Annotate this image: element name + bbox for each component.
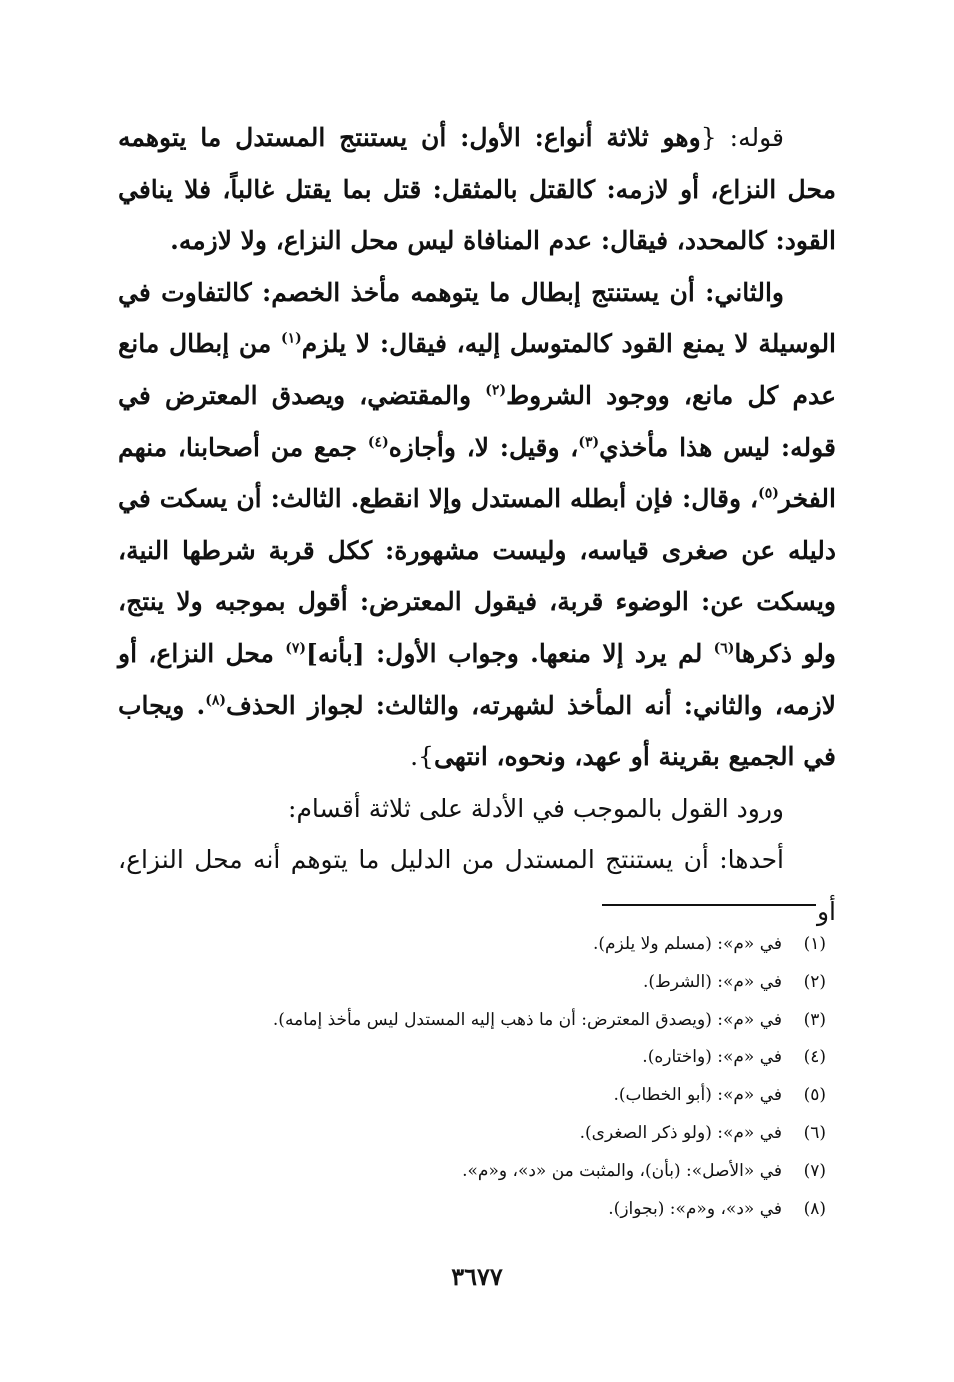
footnote-number: (٢): [803, 971, 826, 992]
footnote-ref-3[interactable]: (٣): [578, 434, 600, 451]
footnote-item: [126, 1039, 826, 1077]
footnote-text: في «م»: (ويصدق المعترض: أن ما ذهب إليه المستدل ليس مأخذ إمامه).: [272, 1009, 782, 1030]
footnote-text: في «م»: (الشرط).: [643, 971, 782, 992]
paragraph-2-seg-2: من إبطال مانع عدم كل مانع، ووجود الشروط: [118, 329, 836, 410]
footnote-text: في «م»: (مسلم ولا يلزم).: [592, 934, 782, 954]
paragraph-2-seg-3: والمقتضي، ويصدق المعترض في قوله: ليس هذا مأخذي: [118, 380, 836, 462]
paragraph-2-close: }.: [410, 742, 434, 772]
footnote-number: (١): [803, 934, 826, 954]
paragraph-1-quote: وهو ثلاثة أنواع: الأول: أن يستنتج المستدل ما يتوهمه محل النزاع، أو لازمه: كالقتل بالمثقل: قتل بما يقتل غالباً، فلا ينافي القود: كالمحدد، فيقال: عدم المنافاة ليس محل النزاع، ولا لازمه.: [118, 123, 836, 256]
paragraph-2-seg-1: والثاني: أن يستنتج إبطال ما يتوهمه مأخذ الخصم: كالتفاوت في الوسيلة لا يمنع القود كالمتوسل إليه، فيقال: لا يلزم: [118, 277, 837, 359]
footnote-item: [126, 1077, 826, 1115]
paragraph-2-seg-8: محل النزاع، أو لازمه، والثاني: أنه المأخذ لشهرته، والثالث: لجواز الحذف: [118, 638, 836, 720]
footnote-item: [126, 1191, 826, 1229]
paragraph-2-seg-5: جمع من أصحابنا، منهم الفخر: [118, 432, 836, 514]
footnote-text: في «م»: (ولو ذكر الصغرى).: [579, 1122, 782, 1143]
footnote-item: [126, 1002, 826, 1040]
footnote-ref-4[interactable]: (٤): [367, 434, 389, 451]
footnote-text: في «م»: (أبو الخطاب).: [613, 1085, 782, 1106]
paragraph-3: ورود القول بالموجب في الأدلة على ثلاثة أقسام:: [288, 793, 784, 823]
paragraph-1: [118, 112, 836, 267]
main-text-body: [118, 112, 836, 938]
footnote-ref-1[interactable]: (١): [280, 331, 302, 348]
footnote-ref-8[interactable]: (٨): [205, 692, 226, 709]
paragraph-1-lead: قوله: {: [700, 123, 784, 152]
paragraph-2-seg-7: لم يرد إلا منعها. وجواب الأول: [بأنه]: [306, 638, 714, 668]
footnote-text: في «الأصل»: (بأن)، والمثبت من «د»، و«م».: [462, 1160, 782, 1181]
footnote-number: (٧): [803, 1160, 826, 1181]
footnote-text: في «م»: (واختاره).: [642, 1047, 782, 1068]
footnote-ref-6[interactable]: (٦): [713, 640, 735, 657]
footnote-separator: [602, 904, 816, 906]
footnote-number: (٥): [803, 1085, 826, 1106]
footnote-ref-5[interactable]: (٥): [758, 485, 779, 502]
footnote-text: في «د»، و«م»: (بجواز).: [608, 1198, 782, 1219]
footnote-ref-2[interactable]: (٢): [485, 382, 507, 399]
footnote-number: (٣): [803, 1009, 826, 1030]
footnote-item: [126, 1153, 826, 1191]
footnote-number: (٤): [803, 1047, 826, 1068]
footnote-item: [126, 926, 826, 964]
footnotes-list: [126, 926, 826, 1228]
paragraph-2-seg-9: . ويجاب في الجميع بقرينة أو عهد، ونحوه، انتهى: [118, 690, 836, 772]
footnote-number: (٨): [803, 1198, 826, 1219]
footnote-number: (٦): [803, 1122, 826, 1143]
footnote-ref-7[interactable]: (٧): [285, 640, 307, 657]
footnote-item: [126, 964, 826, 1002]
paragraph-2: [118, 267, 836, 783]
footnote-item: [126, 1115, 826, 1153]
page-number: ٣٦٧٧: [451, 1262, 503, 1291]
paragraph-4: أحدها: أن يستنتج المستدل من الدليل ما يتوهم أنه محل النزاع، أو: [118, 845, 836, 926]
paragraph-2-seg-4: ، وقيل: لا، وأجازه: [388, 432, 579, 462]
paragraph-2-seg-6: ، وقال: فإن أبطله المستدل وإلا انقطع. الثالث: أن يسكت في دليله عن صغرى قياسه، وليست مشهورة: ككل قربة شرطها النية، ويسكت عن: الوضوء قربة، فيقول المعترض: أقول بموجبه ولا ينتج، ولو ذكرها: [118, 484, 836, 668]
